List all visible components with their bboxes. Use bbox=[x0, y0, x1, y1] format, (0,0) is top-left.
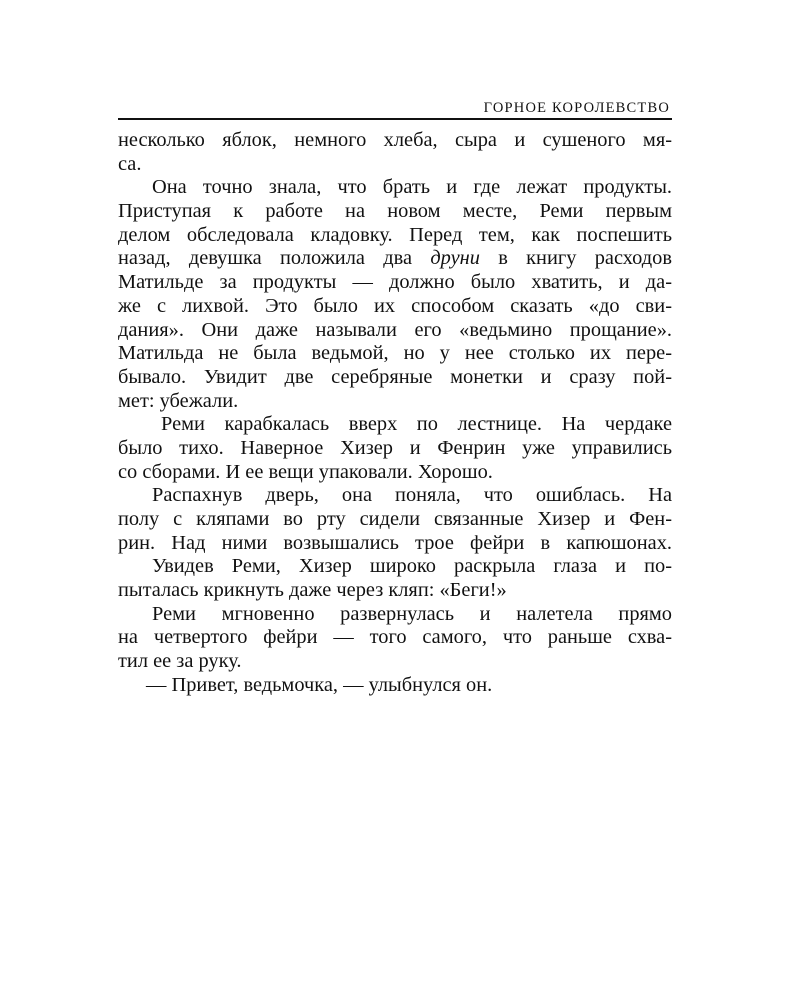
text-line-with-emphasis bbox=[118, 247, 672, 271]
text-line: — Привет, ведьмочка, — улыбнулся он. bbox=[146, 673, 493, 696]
text-line: са. bbox=[118, 152, 142, 175]
running-header bbox=[118, 98, 672, 122]
text-line: мет: убежали. bbox=[118, 389, 239, 412]
text-line: Реми мгновенно развернулась и налетела прямо bbox=[152, 602, 672, 625]
text-line: же с лихвой. Это было их способом сказать «до сви- bbox=[118, 294, 672, 317]
text-line: дания». Они даже называли его «ведьмино прощание». bbox=[118, 318, 672, 341]
header-rule bbox=[118, 118, 672, 120]
text-line: рин. Над ними возвышались трое фейри в капюшонах. bbox=[118, 531, 672, 554]
text-line: Увидев Реми, Хизер широко раскрыла глаза и по- bbox=[152, 555, 672, 578]
running-title: ГОРНОЕ КОРОЛЕВСТВО bbox=[483, 100, 670, 116]
text-line: Распахнув дверь, она поняла, что ошиблась. На bbox=[152, 484, 672, 507]
text-line: несколько яблок, немного хлеба, сыра и сушеного мя- bbox=[118, 129, 672, 151]
currency-word: друни bbox=[430, 247, 480, 270]
text-line: Реми карабкалась вверх по лестнице. На чердаке bbox=[161, 413, 672, 436]
text-fragment: назад, девушка положила два bbox=[118, 247, 413, 270]
text-line: было тихо. Наверное Хизер и Фенрин уже управились bbox=[118, 436, 672, 459]
page-body bbox=[118, 129, 672, 698]
text-line: Матильде за продукты — должно было хватить, и да- bbox=[118, 271, 672, 294]
text-line: полу с кляпами во рту сидели связанные Хизер и Фен- bbox=[118, 508, 672, 530]
text-line: делом обследовала кладовку. Перед тем, как поспешить bbox=[118, 223, 672, 246]
text-line: Матильда не была ведьмой, но у нее столько их пере- bbox=[118, 342, 672, 365]
text-line: со сборами. И ее вещи упаковали. Хорошо. bbox=[118, 460, 493, 483]
text-line: пыталась крикнуть даже через кляп: «Беги!» bbox=[118, 579, 507, 602]
text-line: на четвертого фейри — того самого, что раньше схва- bbox=[118, 626, 672, 649]
text-fragment: в книгу расходов bbox=[498, 247, 672, 270]
text-line: Приступая к работе на новом месте, Реми первым bbox=[118, 200, 672, 223]
text-line: тил ее за руку. bbox=[118, 650, 242, 673]
text-line: Она точно знала, что брать и где лежат продукты. bbox=[152, 176, 672, 199]
text-line: бывало. Увидит две серебряные монетки и сразу пой- bbox=[118, 365, 672, 388]
